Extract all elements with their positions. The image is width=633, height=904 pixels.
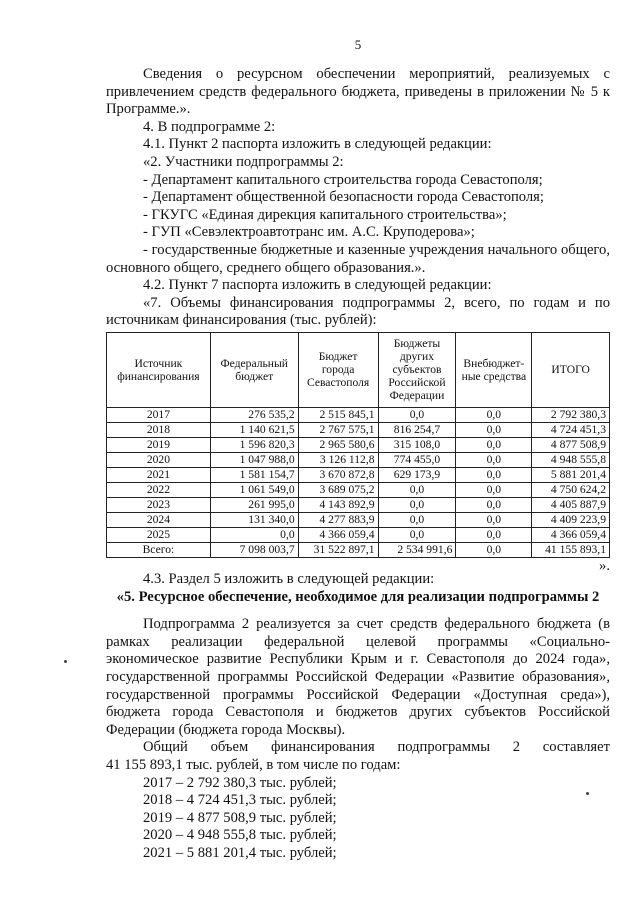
cell-other: 0,0: [378, 512, 456, 527]
participant-item: - Департамент капитального строительства города Севастополя;: [143, 171, 543, 188]
cell-year: 2019: [107, 437, 211, 452]
cell-total: 4 405 887,9: [532, 497, 610, 512]
table-row: [107, 497, 610, 512]
scan-speck: [586, 792, 589, 795]
cell-year: 2020: [107, 452, 211, 467]
table-row: [107, 527, 610, 542]
cell-federal: 1 140 621,5: [210, 422, 298, 437]
cell-city: 4 143 892,9: [298, 497, 378, 512]
cell-extrabudget: 0,0: [456, 512, 532, 527]
cell-year: 2024: [107, 512, 211, 527]
participant-item: - ГКУГС «Единая дирекция капитального строительства»;: [143, 206, 507, 223]
header-total: ИТОГО: [532, 332, 610, 407]
top-block: [106, 66, 610, 576]
cell-other: 315 108,0: [378, 437, 456, 452]
cell-other: 0,0: [378, 497, 456, 512]
cell-total: 4 366 059,4: [532, 527, 610, 542]
cell-year: 2022: [107, 482, 211, 497]
participant-item: - Департамент общественной безопасности города Севастополя;: [143, 189, 544, 206]
header-other-subjects: Бюджеты других субъектов Российской Федерации: [378, 332, 456, 407]
intro-paragraph: Сведения о ресурсном обеспечении мероприятий, реализуемых с привлечением средств федерального бюджета, приведены в приложении № 5 к Программе.».: [106, 66, 610, 118]
cell-total: 4 948 555,8: [532, 452, 610, 467]
cell-total: 4 409 223,9: [532, 512, 610, 527]
cell-total-label: Всего:: [107, 542, 211, 557]
cell-year: 2018: [107, 422, 211, 437]
cell-other: 0,0: [378, 482, 456, 497]
year-line: 2017 – 2 792 380,3 тыс. рублей;: [143, 774, 337, 791]
cell-year: 2021: [107, 467, 211, 482]
cell-city: 3 126 112,8: [298, 452, 378, 467]
cell-other: 0,0: [378, 527, 456, 542]
cell-city: 2 767 575,1: [298, 422, 378, 437]
cell-other: 816 254,7: [378, 422, 456, 437]
cell-extrabudget: 0,0: [456, 422, 532, 437]
page-number: 5: [354, 37, 362, 52]
header-federal: Федеральный бюджет: [210, 332, 298, 407]
cell-extrabudget: 0,0: [456, 482, 532, 497]
table-header-row: [107, 332, 610, 407]
cell-total: 4 750 624,2: [532, 482, 610, 497]
table-row: [107, 467, 610, 482]
cell-year: 2023: [107, 497, 211, 512]
cell-city: 31 522 897,1: [298, 542, 378, 557]
cell-federal: 276 535,2: [210, 407, 298, 422]
cell-year: 2025: [107, 527, 211, 542]
cell-city: 2 515 845,1: [298, 407, 378, 422]
cell-total: 41 155 893,1: [532, 542, 610, 557]
cell-federal: 7 098 003,7: [210, 542, 298, 557]
cell-total: 2 792 380,3: [532, 407, 610, 422]
cell-total: 5 881 201,4: [532, 467, 610, 482]
cell-other: 629 173,9: [378, 467, 456, 482]
cell-extrabudget: 0,0: [456, 452, 532, 467]
header-extrabudget: Внебюджет-ные средства: [456, 332, 532, 407]
table-row: [107, 437, 610, 452]
cell-city: 3 689 075,2: [298, 482, 378, 497]
financing-table: [106, 332, 610, 558]
cell-city: 2 965 580,6: [298, 437, 378, 452]
table-total-row: [107, 542, 610, 557]
table-row: [107, 422, 610, 437]
year-line: 2019 – 4 877 508,9 тыс. рублей;: [143, 809, 337, 826]
year-line: 2018 – 4 724 451,3 тыс. рублей;: [143, 792, 337, 809]
cell-other: 774 455,0: [378, 452, 456, 467]
cell-federal: 1 047 988,0: [210, 452, 298, 467]
participants-title: «2. Участники подпрограммы 2:: [143, 153, 344, 170]
cell-federal: 1 596 820,3: [210, 437, 298, 452]
cell-federal: 131 340,0: [210, 512, 298, 527]
item-4-1: 4.1. Пункт 2 паспорта изложить в следующей редакции:: [143, 136, 492, 153]
section-5-title: «5. Ресурсное обеспечение, необходимое для реализации подпрограммы 2: [116, 588, 600, 605]
cell-extrabudget: 0,0: [456, 437, 532, 452]
cell-year: 2017: [107, 407, 211, 422]
item-7-text: «7. Объемы финансирования подпрограммы 2, всего, по годам и по источникам финансирования (тыс. рублей):: [106, 294, 610, 329]
year-line: 2020 – 4 948 555,8 тыс. рублей;: [143, 827, 337, 844]
cell-city: 4 366 059,4: [298, 527, 378, 542]
participant-item: - ГУП «Севэлектроавтотранс им. А.С. Круподерова»;: [143, 224, 475, 241]
table-row: [107, 512, 610, 527]
header-city: Бюджет города Севастополя: [298, 332, 378, 407]
cell-total: 4 877 508,9: [532, 437, 610, 452]
cell-extrabudget: 0,0: [456, 542, 532, 557]
cell-other: 0,0: [378, 407, 456, 422]
item-4: 4. В подпрограмме 2:: [143, 118, 276, 135]
year-line: 2021 – 5 881 201,4 тыс. рублей;: [143, 844, 337, 861]
cell-federal: 0,0: [210, 527, 298, 542]
table-row: [107, 482, 610, 497]
bottom-block: [106, 571, 610, 863]
cell-extrabudget: 0,0: [456, 497, 532, 512]
cell-extrabudget: 0,0: [456, 407, 532, 422]
cell-other: 2 534 991,6: [378, 542, 456, 557]
table-row: [107, 407, 610, 422]
participants-last: - государственные бюджетные и казенные учреждения начального общего, основного общего, среднего общего образования.».: [106, 241, 610, 276]
closing-quote: ».: [599, 557, 610, 574]
header-source: Источник финансирования: [107, 332, 211, 407]
cell-federal: 1 061 549,0: [210, 482, 298, 497]
scan-speck: [64, 660, 67, 663]
cell-city: 4 277 883,9: [298, 512, 378, 527]
total-line-1: Общий объем финансирования подпрограммы 2 составляет: [143, 739, 610, 756]
item-4-3: 4.3. Раздел 5 изложить в следующей редакции:: [143, 571, 435, 587]
table-row: [107, 452, 610, 467]
cell-total: 4 724 451,3: [532, 422, 610, 437]
cell-extrabudget: 0,0: [456, 467, 532, 482]
item-4-2: 4.2. Пункт 7 паспорта изложить в следующей редакции:: [143, 277, 492, 294]
cell-city: 3 670 872,8: [298, 467, 378, 482]
cell-extrabudget: 0,0: [456, 527, 532, 542]
cell-federal: 1 581 154,7: [210, 467, 298, 482]
section-5-paragraph: Подпрограмма 2 реализуется за счет средств федерального бюджета (в рамках реализации федеральной целевой программы «Социально-экономическое развитие Республики Крым и г. Севастополя до 2024 года», государственной программы Российской Федерации «Развитие образования», государственной программы Российской Федерации «Доступная среда»), бюджета города Севастополя и бюджетов других субъектов Российской Федерации (бюджета города Москвы).: [106, 616, 610, 738]
cell-federal: 261 995,0: [210, 497, 298, 512]
total-line-2: 41 155 893,1 тыс. рублей, в том числе по годам:: [106, 756, 401, 773]
